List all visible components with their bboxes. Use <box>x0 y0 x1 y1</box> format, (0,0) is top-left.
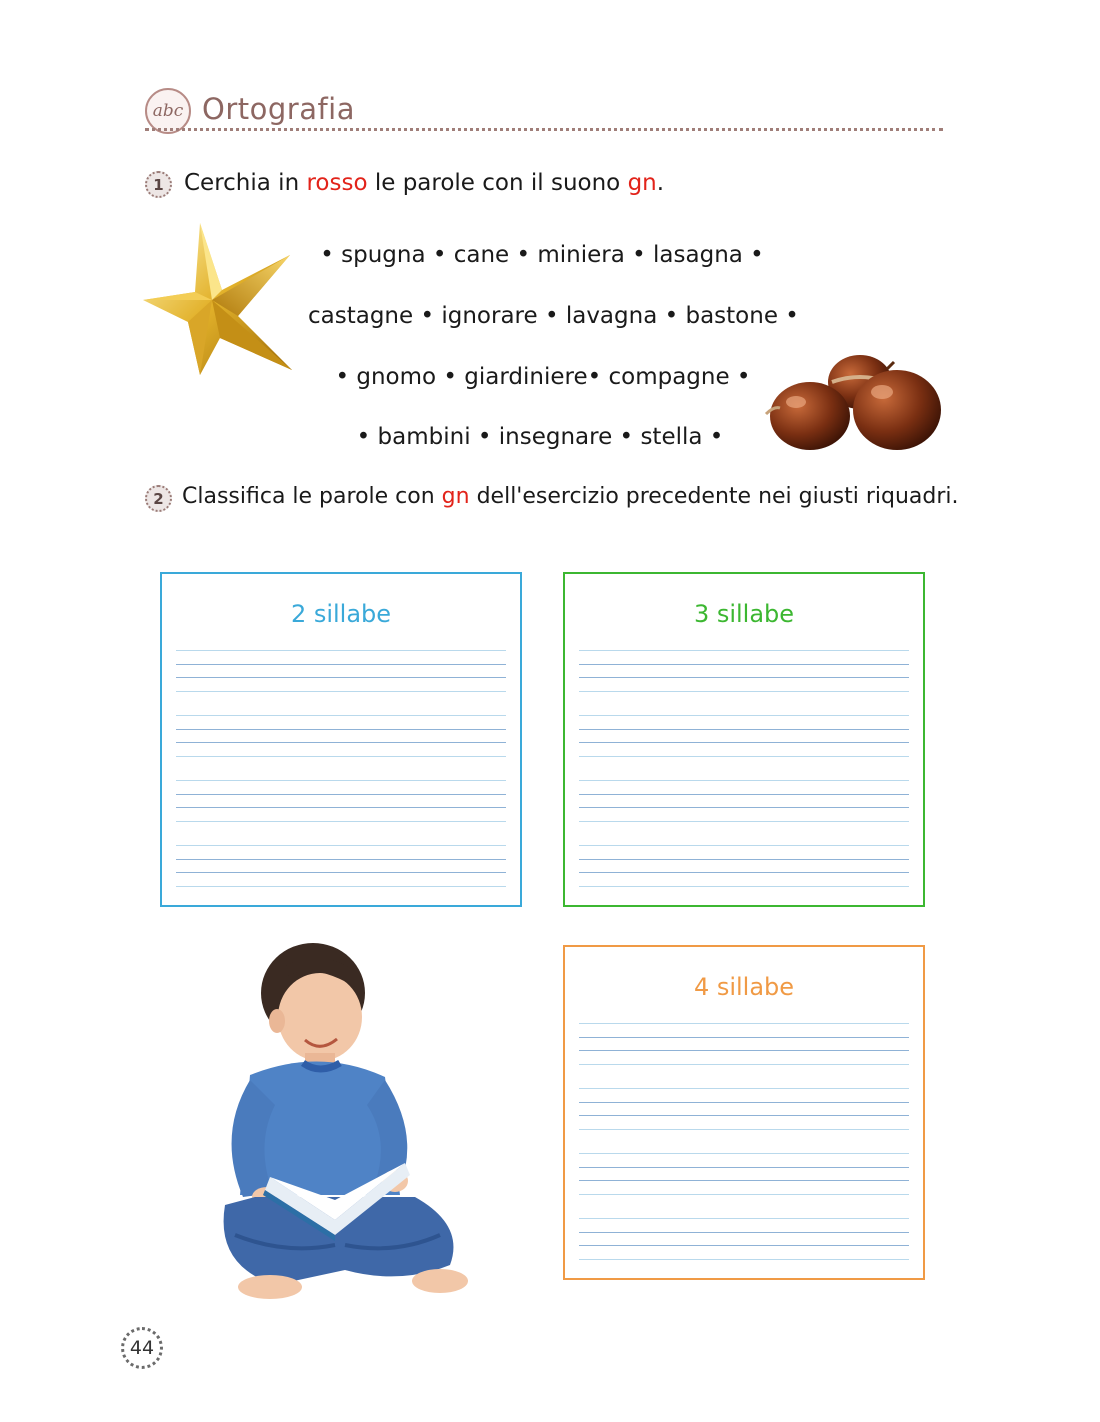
section-header <box>145 88 943 133</box>
instruction-text: Cerchia in <box>184 170 307 196</box>
box-title: 2 sillabe <box>290 600 392 628</box>
writing-line[interactable] <box>579 1088 909 1130</box>
exercise-2-instruction <box>182 484 959 509</box>
writing-line[interactable] <box>579 650 909 692</box>
word-line-3: • gnomo • giardiniere• compagne • <box>335 364 751 390</box>
writing-line[interactable] <box>579 1153 909 1195</box>
instruction-text: le parole con il suono <box>367 170 628 196</box>
writing-line[interactable] <box>579 780 909 822</box>
box-4-sillabe <box>563 945 925 1280</box>
gold-star-image <box>140 220 295 380</box>
instruction-text: dell'esercizio precedente nei giusti riquadri. <box>469 484 959 509</box>
writing-line[interactable] <box>579 715 909 757</box>
box-title: 3 sillabe <box>693 600 795 628</box>
instruction-gn: gn <box>441 484 470 509</box>
writing-line[interactable] <box>176 650 506 692</box>
section-title: Ortografia <box>202 92 356 126</box>
writing-line[interactable] <box>579 1218 909 1260</box>
dotted-divider <box>145 128 943 131</box>
word-line-1: • spugna • cane • miniera • lasagna • <box>320 242 764 268</box>
exercise-2-number: 2 <box>145 485 172 512</box>
chestnuts-image <box>762 350 944 456</box>
word-line-4: • bambini • insegnare • stella • <box>356 424 724 450</box>
instruction-red-word: rosso <box>306 170 368 196</box>
writing-line[interactable] <box>176 845 506 887</box>
exercise-1-number: 1 <box>145 171 172 198</box>
word-line-2: castagne • ignorare • lavagna • bastone • <box>308 303 799 329</box>
box-2-sillabe <box>160 572 522 907</box>
exercise-1-instruction <box>184 170 664 196</box>
writing-line[interactable] <box>176 780 506 822</box>
box-title: 4 sillabe <box>693 973 795 1001</box>
instruction-gn: gn <box>627 170 657 196</box>
instruction-text: Classifica le parole con <box>182 484 442 509</box>
abc-icon-text: abc <box>152 101 184 121</box>
page-number: 44 <box>121 1327 163 1369</box>
writing-line[interactable] <box>579 1023 909 1065</box>
boy-reading-image <box>195 935 475 1305</box>
writing-line[interactable] <box>176 715 506 757</box>
writing-line[interactable] <box>579 845 909 887</box>
instruction-text: . <box>656 170 665 196</box>
box-3-sillabe <box>563 572 925 907</box>
